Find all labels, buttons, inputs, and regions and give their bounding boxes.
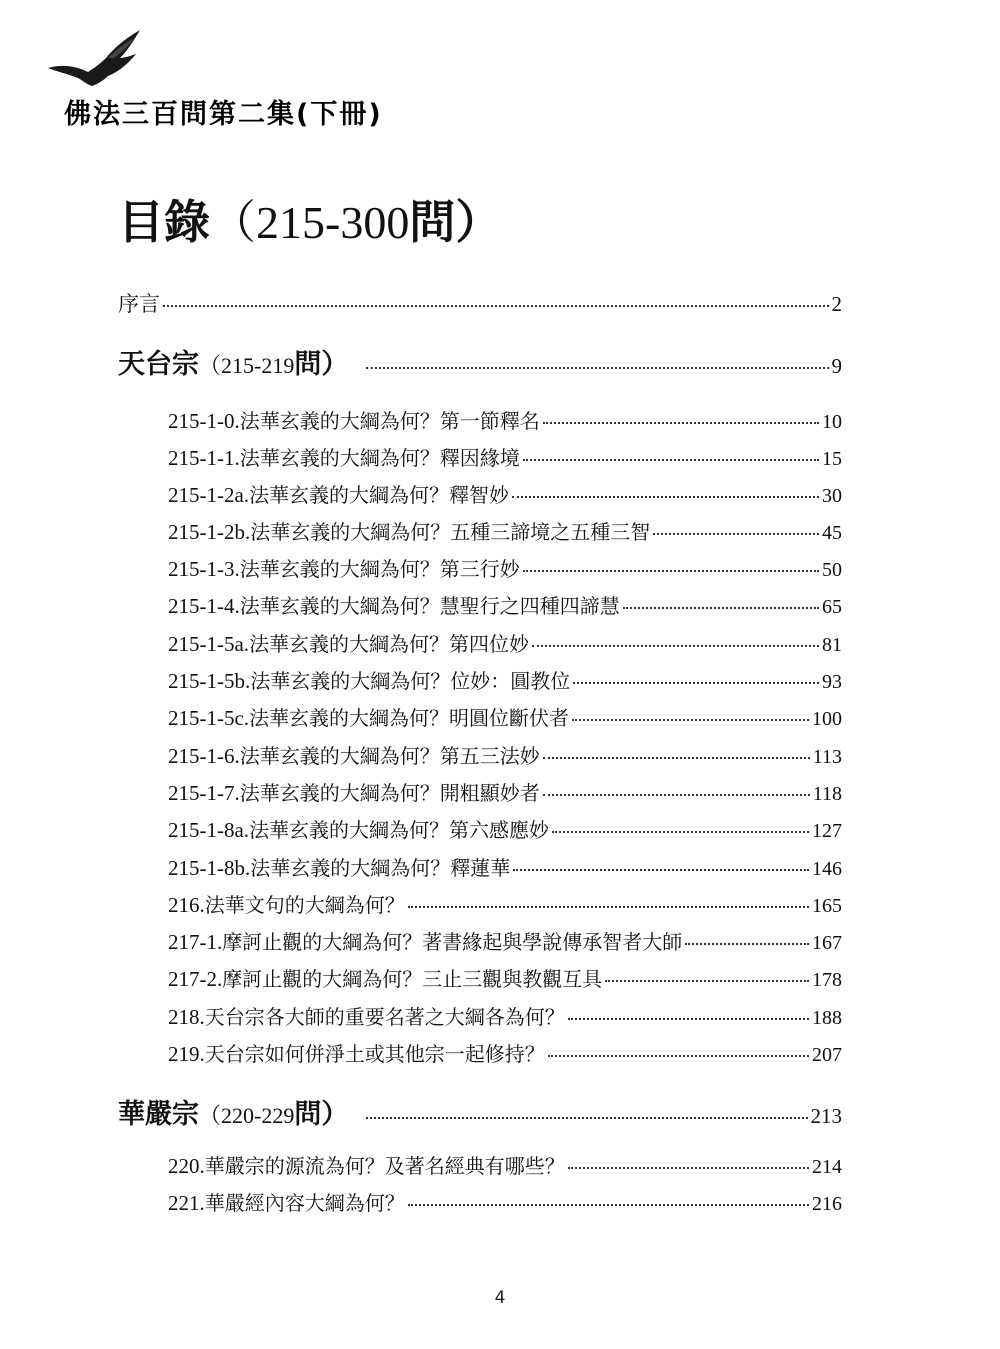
entry-number: 215-1-8a. bbox=[168, 818, 250, 842]
page-ref: 213 bbox=[810, 1104, 842, 1128]
toc-entry[interactable] bbox=[168, 1150, 842, 1180]
leader-dots bbox=[523, 459, 819, 461]
leader-dots bbox=[623, 607, 819, 609]
entry-number: 218. bbox=[168, 1005, 205, 1029]
entry-text: 法華玄義的大綱為何？釋蓮華 bbox=[250, 856, 511, 880]
toc-entry[interactable] bbox=[168, 553, 842, 583]
page-ref: 2 bbox=[831, 292, 842, 316]
page-ref: 15 bbox=[822, 448, 842, 470]
entry-text: 天台宗各大師的重要名著之大綱各為何？ bbox=[204, 1005, 565, 1029]
toc-entry[interactable] bbox=[168, 590, 842, 620]
section-range-suffix: 問） bbox=[294, 349, 349, 380]
leader-dots bbox=[163, 305, 829, 307]
toc-entry[interactable] bbox=[168, 1187, 842, 1217]
leader-dots bbox=[543, 794, 810, 796]
eagle-icon bbox=[48, 28, 148, 94]
leader-dots bbox=[552, 831, 809, 833]
entry-text: 法華玄義的大綱為何？開粗顯妙者 bbox=[239, 781, 540, 805]
entry-text: 法華玄義的大綱為何？第三行妙 bbox=[239, 557, 520, 581]
leader-dots bbox=[523, 570, 819, 572]
toc-entry[interactable] bbox=[168, 702, 842, 732]
section-name: 華嚴宗 bbox=[118, 1099, 199, 1130]
running-header bbox=[48, 24, 448, 134]
leader-dots bbox=[532, 645, 819, 647]
entry-number: 215-1-3. bbox=[168, 557, 240, 581]
entry-number: 215-1-0. bbox=[168, 409, 240, 433]
entry-number: 215-1-5c. bbox=[168, 706, 250, 730]
toc-entry[interactable] bbox=[168, 479, 842, 509]
toc-entry[interactable] bbox=[168, 889, 842, 919]
entry-number: 215-1-8b. bbox=[168, 856, 251, 880]
toc-entry[interactable] bbox=[168, 926, 842, 956]
toc-entry[interactable] bbox=[168, 814, 842, 844]
section-heading bbox=[118, 342, 348, 381]
toc-entry[interactable] bbox=[168, 1001, 842, 1031]
entry-number: 215-1-2b. bbox=[168, 520, 251, 544]
entry-number: 215-1-2a. bbox=[168, 483, 250, 507]
toc-entry[interactable] bbox=[168, 963, 842, 993]
page-ref: 9 bbox=[831, 354, 842, 378]
page-ref: 207 bbox=[812, 1044, 842, 1066]
leader-dots bbox=[568, 1018, 809, 1020]
page-ref: 30 bbox=[822, 485, 842, 507]
page-ref: 214 bbox=[812, 1156, 842, 1178]
toc-entry[interactable] bbox=[168, 665, 842, 695]
page-ref: 93 bbox=[822, 671, 842, 693]
entry-text: 法華玄義的大綱為何？第六感應妙 bbox=[249, 818, 550, 842]
leader-dots bbox=[605, 980, 809, 982]
entry-text: 法華玄義的大綱為何？第四位妙 bbox=[249, 632, 530, 656]
entry-text: 法華文句的大綱為何？ bbox=[204, 893, 405, 917]
page-ref: 118 bbox=[812, 783, 842, 805]
entry-label: 序言 bbox=[118, 292, 160, 316]
section-heading bbox=[118, 1092, 348, 1131]
entry-text: 法華玄義的大綱為何？第五三法妙 bbox=[239, 744, 540, 768]
entry-number: 215-1-1. bbox=[168, 446, 240, 470]
entry-text: 法華玄義的大綱為何？明圓位斷伏者 bbox=[249, 706, 570, 730]
section-range-suffix: 問） bbox=[294, 1099, 349, 1130]
entry-text: 法華玄義的大綱為何？釋智妙 bbox=[249, 483, 510, 507]
toc-entry[interactable] bbox=[168, 628, 842, 658]
entry-number: 215-1-5a. bbox=[168, 632, 250, 656]
toc-title-main: 目錄 bbox=[118, 195, 210, 249]
toc-entry[interactable] bbox=[168, 852, 842, 882]
entry-text: 天台宗如何併淨土或其他宗一起修持？ bbox=[204, 1042, 545, 1066]
page-ref: 127 bbox=[812, 820, 842, 842]
entry-number: 217-1. bbox=[168, 930, 223, 954]
page-ref: 178 bbox=[812, 969, 842, 991]
entry-number: 215-1-5b. bbox=[168, 669, 251, 693]
leader-dots bbox=[408, 1204, 809, 1206]
section-range: （220-229 bbox=[199, 1103, 295, 1128]
leader-dots bbox=[548, 1055, 809, 1057]
entry-number: 219. bbox=[168, 1042, 205, 1066]
entry-number: 215-1-4. bbox=[168, 594, 240, 618]
toc-entry[interactable] bbox=[168, 777, 842, 807]
page-ref: 113 bbox=[812, 746, 842, 768]
entry-text: 華嚴經內容大綱為何？ bbox=[204, 1191, 405, 1215]
leader-dots bbox=[573, 682, 819, 684]
leader-dots bbox=[512, 496, 819, 498]
page-ref: 165 bbox=[812, 895, 842, 917]
entry-text: 法華玄義的大綱為何？第一節釋名 bbox=[239, 409, 540, 433]
entry-text: 法華玄義的大綱為何？位妙：圓教位 bbox=[250, 669, 571, 693]
leader-dots bbox=[572, 719, 809, 721]
page-ref: 146 bbox=[812, 858, 842, 880]
leader-dots bbox=[543, 422, 819, 424]
page-number: 4 bbox=[494, 1288, 506, 1308]
leader-dots bbox=[653, 533, 819, 535]
page-ref: 216 bbox=[812, 1193, 842, 1215]
toc-section-huayan[interactable] bbox=[118, 1092, 842, 1131]
page-ref: 81 bbox=[822, 634, 842, 656]
leader-dots bbox=[513, 869, 809, 871]
entry-text: 法華玄義的大綱為何？慧聖行之四種四諦慧 bbox=[239, 594, 620, 618]
leader-dots bbox=[366, 367, 828, 369]
entry-text: 摩訶止觀的大綱為何？著書緣起與學說傳承智者大師 bbox=[222, 930, 683, 954]
leader-dots bbox=[366, 1117, 807, 1119]
entry-number: 221. bbox=[168, 1191, 205, 1215]
page-ref: 10 bbox=[822, 411, 842, 433]
leader-dots bbox=[568, 1167, 809, 1169]
toc-entry[interactable] bbox=[168, 442, 842, 472]
book-title: 佛法三百問第二集(下冊) bbox=[64, 99, 383, 130]
entry-number: 215-1-7. bbox=[168, 781, 240, 805]
toc-entry[interactable] bbox=[168, 1038, 842, 1068]
toc-entry[interactable] bbox=[168, 516, 842, 546]
entry-text: 法華玄義的大綱為何？五種三諦境之五種三智 bbox=[250, 520, 651, 544]
page-ref: 188 bbox=[812, 1007, 842, 1029]
toc-entry[interactable] bbox=[168, 740, 842, 770]
toc-title bbox=[118, 186, 501, 252]
entry-text: 華嚴宗的源流為何？及著名經典有哪些？ bbox=[204, 1154, 565, 1178]
toc-entry-preface[interactable] bbox=[118, 288, 842, 318]
leader-dots bbox=[408, 906, 809, 908]
toc-section-tiantai[interactable] bbox=[118, 342, 842, 381]
section-name: 天台宗 bbox=[118, 349, 199, 380]
page-ref: 100 bbox=[812, 708, 842, 730]
entry-number: 216. bbox=[168, 893, 205, 917]
page-ref: 167 bbox=[812, 932, 842, 954]
leader-dots bbox=[685, 943, 809, 945]
page-ref: 50 bbox=[822, 559, 842, 581]
entry-number: 215-1-6. bbox=[168, 744, 240, 768]
page-ref: 65 bbox=[822, 596, 842, 618]
section-range: （215-219 bbox=[199, 353, 295, 378]
entry-text: 法華玄義的大綱為何？釋因緣境 bbox=[239, 446, 520, 470]
leader-dots bbox=[543, 757, 810, 759]
entry-number: 220. bbox=[168, 1154, 205, 1178]
toc-title-range: （215-300 bbox=[210, 197, 410, 248]
entry-number: 217-2. bbox=[168, 967, 223, 991]
entry-text: 摩訶止觀的大綱為何？三止三觀與教觀互具 bbox=[222, 967, 603, 991]
toc-entry[interactable] bbox=[168, 405, 842, 435]
page-ref: 45 bbox=[822, 522, 842, 544]
toc-title-suffix: 問） bbox=[409, 195, 502, 249]
